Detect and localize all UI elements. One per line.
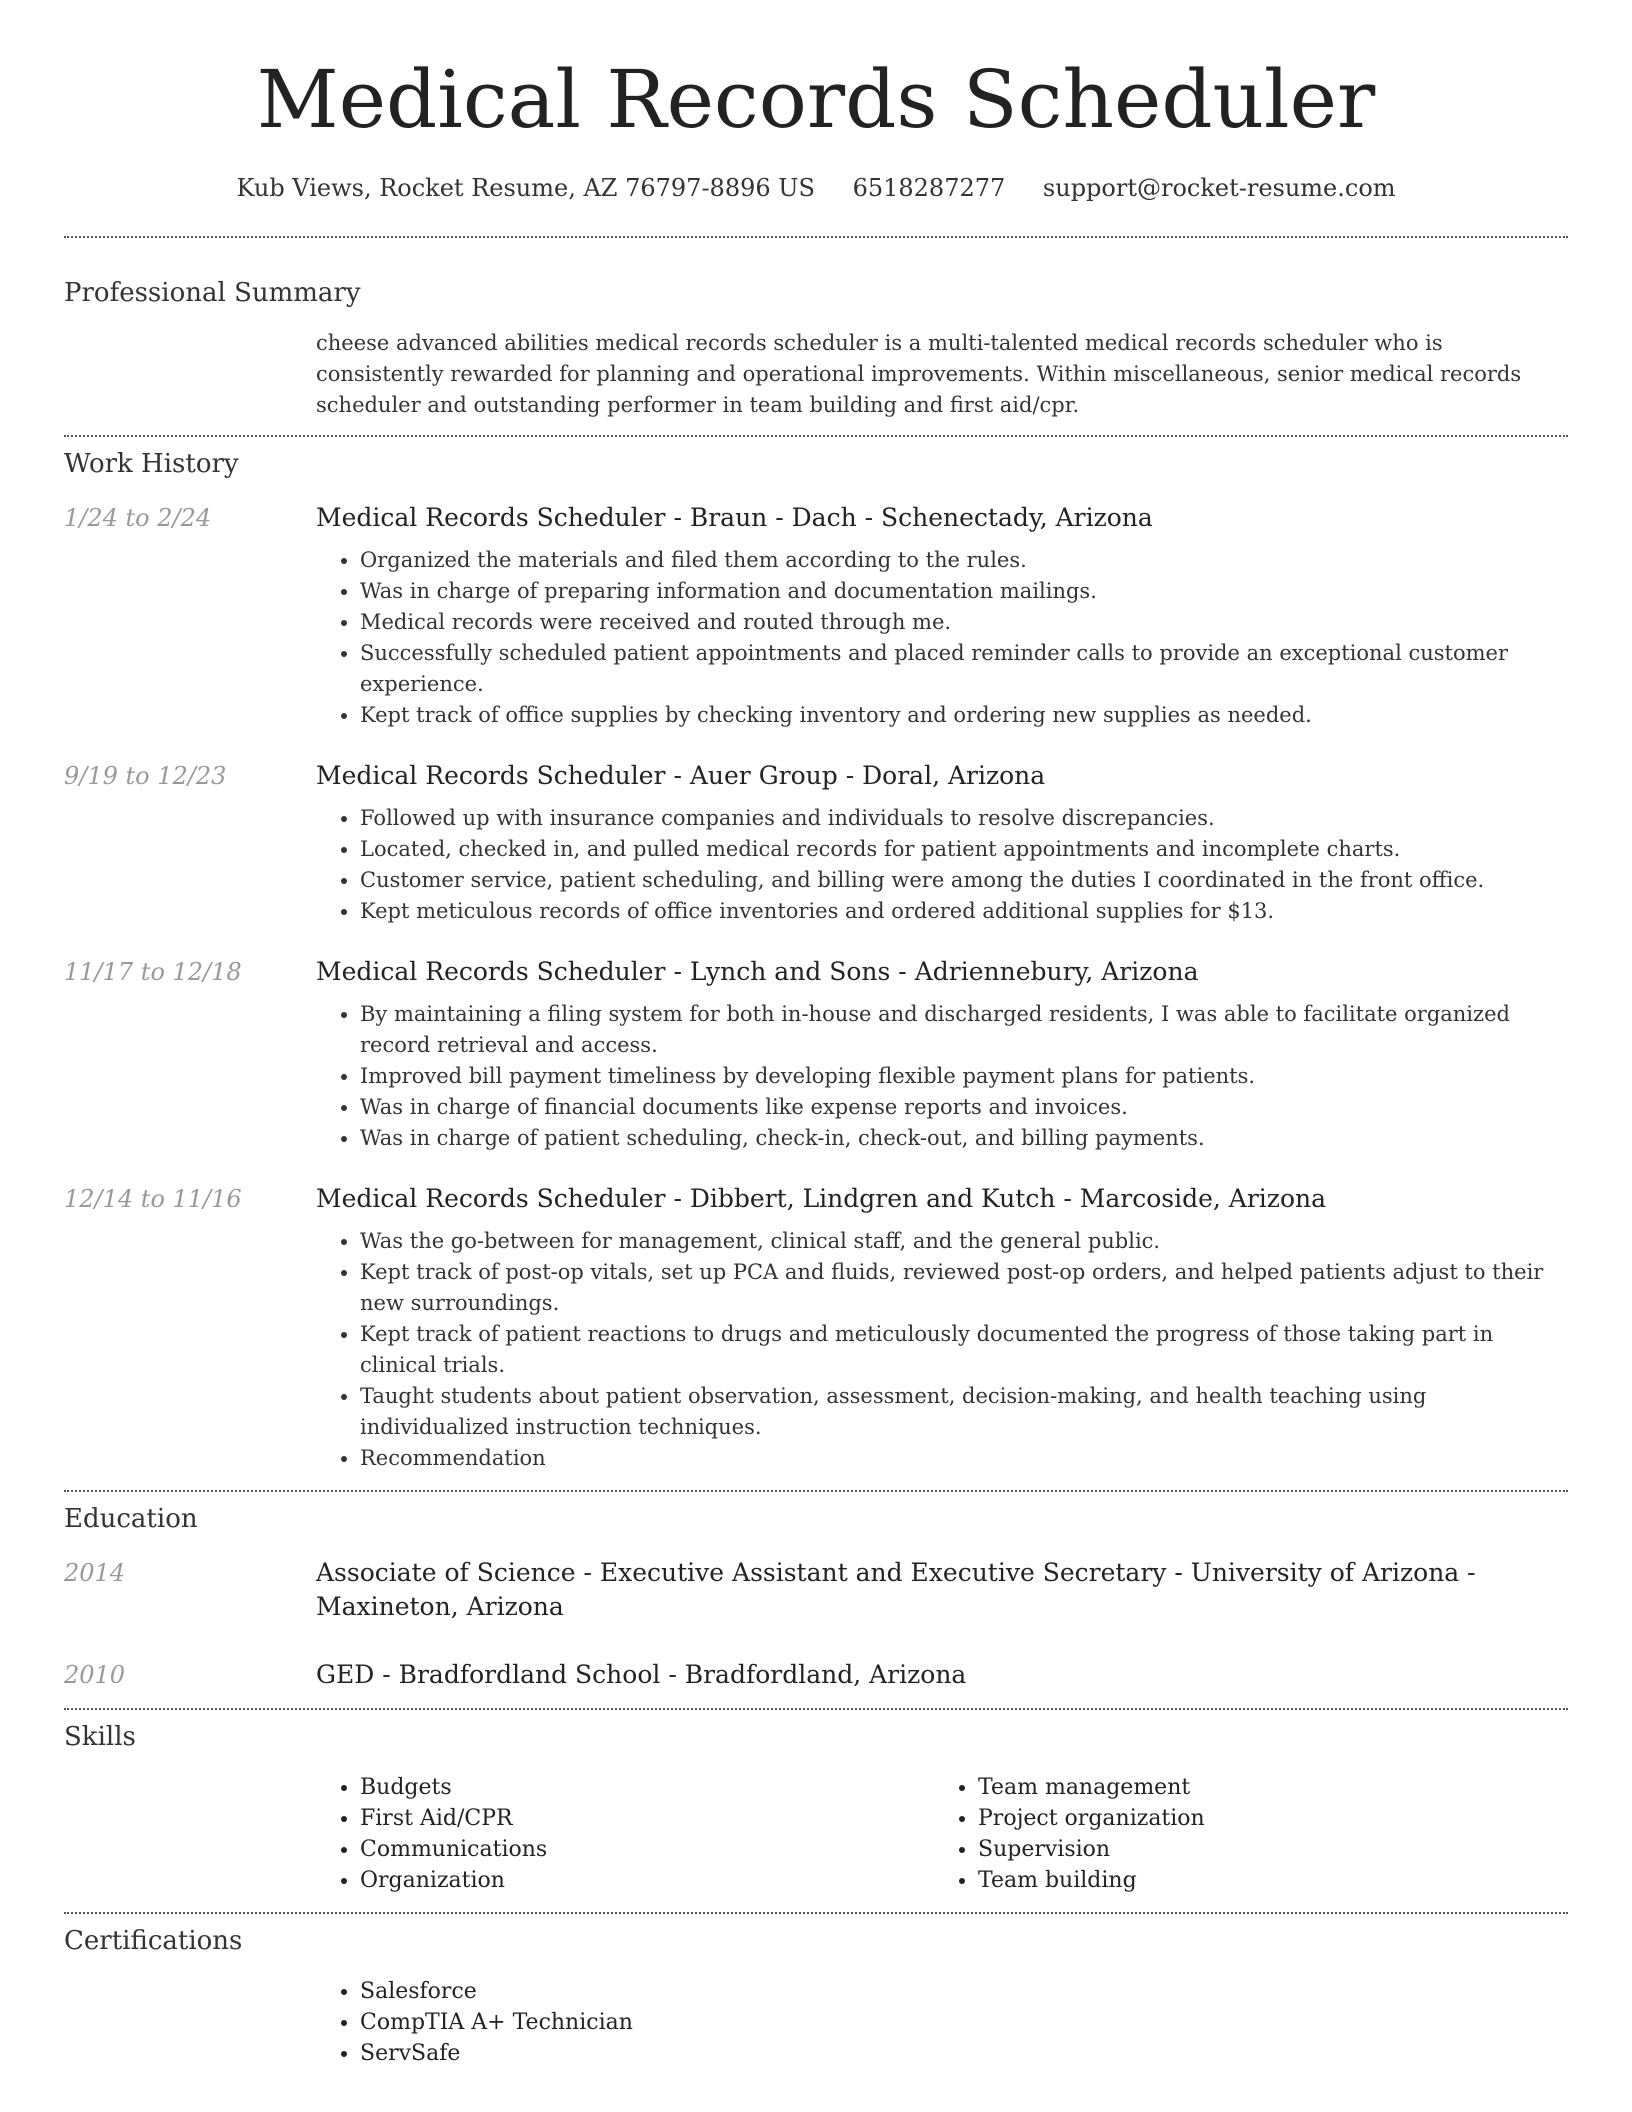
section-divider [64, 236, 1568, 238]
job-bullets [316, 1226, 1568, 1474]
job-bullet: • Was in charge of preparing information and documentation mailings. [360, 576, 1568, 607]
job-bullet: • Kept track of office supplies by checking inventory and ordering new supplies as needed. [360, 700, 1568, 731]
contact-line [0, 174, 1632, 202]
job-bullet: • Was in charge of financial documents like expense reports and invoices. [360, 1092, 1568, 1123]
summary-text: cheese advanced abilities medical records scheduler is a multi-talented medical records scheduler who is consistently rewarded for planning and operational improvements. Within miscellaneous, senior medical records scheduler and outstanding performer in team building and first aid/cpr. [316, 331, 1522, 417]
job-dates: 1/24 to 2/24 [64, 504, 212, 532]
section-divider [64, 435, 1568, 437]
skills-column-right [934, 1772, 1552, 1896]
job-bullet: • Taught students about patient observation, assessment, decision-making, and health teaching using individualized instruction techniques. [360, 1381, 1568, 1443]
job-bullet: • Kept track of patient reactions to drugs and meticulously documented the progress of those taking part in clinical trials. [360, 1319, 1568, 1381]
job-bullet: • By maintaining a filing system for both in-house and discharged residents, I was able to facilitate organized record retrieval and access. [360, 999, 1568, 1061]
certifications-heading: Certifications [64, 1926, 243, 1956]
job-bullet: • Was in charge of patient scheduling, check-in, check-out, and billing payments. [360, 1123, 1568, 1154]
job-entry [64, 759, 1568, 927]
job-dates: 9/19 to 12/23 [64, 762, 227, 790]
skill-item: • Supervision [978, 1834, 1552, 1865]
skills-heading: Skills [64, 1722, 136, 1752]
certifications-items [316, 1976, 1632, 2069]
skill-item: • Team building [978, 1865, 1552, 1896]
job-dates: 12/14 to 11/16 [64, 1185, 242, 1213]
skill-item: • Project organization [978, 1803, 1552, 1834]
skills-column-left [316, 1772, 934, 1896]
job-entry [64, 501, 1568, 731]
job-entry [64, 1182, 1568, 1474]
job-title: Medical Records Scheduler - Auer Group - Doral, Arizona [316, 761, 1046, 790]
job-entry [64, 955, 1568, 1154]
education-title: Associate of Science - Executive Assistant and Executive Secretary - University of Arizona - Maxineton, Arizona [316, 1558, 1476, 1621]
job-bullets [316, 803, 1568, 927]
skill-item: • Organization [360, 1865, 934, 1896]
skill-item: • Budgets [360, 1772, 934, 1803]
education-entry [64, 1556, 1568, 1624]
work-history-heading: Work History [64, 449, 239, 479]
education-year: 2010 [64, 1661, 126, 1689]
skill-item: • First Aid/CPR [360, 1803, 934, 1834]
contact-email: support@rocket-resume.com [1042, 174, 1396, 202]
education-title: GED - Bradfordland School - Bradfordland, Arizona [316, 1660, 967, 1689]
job-bullet: • Successfully scheduled patient appointments and placed reminder calls to provide an exceptional customer experience. [360, 638, 1568, 700]
job-bullet: • Improved bill payment timeliness by developing flexible payment plans for patients. [360, 1061, 1568, 1092]
job-bullet: • Located, checked in, and pulled medical records for patient appointments and incomplete charts. [360, 834, 1568, 865]
job-bullet: • Recommendation [360, 1443, 1568, 1474]
education-heading: Education [64, 1504, 198, 1534]
education-year: 2014 [64, 1559, 126, 1587]
job-bullet: • Customer service, patient scheduling, and billing were among the duties I coordinated in the front office. [360, 865, 1568, 896]
job-bullets [316, 999, 1568, 1154]
job-title: Medical Records Scheduler - Lynch and Sons - Adriennebury, Arizona [316, 957, 1199, 986]
job-bullet: • Organized the materials and filed them according to the rules. [360, 545, 1568, 576]
certification-item: • CompTIA A+ Technician [360, 2007, 1632, 2038]
job-bullet: • Was the go-between for management, clinical staff, and the general public. [360, 1226, 1568, 1257]
certification-item: • ServSafe [360, 2038, 1632, 2069]
job-bullet: • Followed up with insurance companies and individuals to resolve discrepancies. [360, 803, 1568, 834]
certifications-list [316, 1976, 1632, 2069]
job-bullet: • Kept track of post-op vitals, set up PCA and fluids, reviewed post-op orders, and helped patients adjust to their new surroundings. [360, 1257, 1568, 1319]
education-entry [64, 1658, 1568, 1692]
section-divider [64, 1912, 1568, 1914]
job-bullets [316, 545, 1568, 731]
contact-address: Kub Views, Rocket Resume, AZ 76797-8896 US [236, 174, 815, 202]
skills-list [316, 1772, 1568, 1896]
job-dates: 11/17 to 12/18 [64, 958, 242, 986]
section-divider [64, 1490, 1568, 1492]
skill-item: • Communications [360, 1834, 934, 1865]
summary-heading: Professional Summary [64, 278, 361, 308]
skill-item: • Team management [978, 1772, 1552, 1803]
job-bullet: • Medical records were received and routed through me. [360, 607, 1568, 638]
contact-phone: 6518287277 [852, 174, 1006, 202]
job-title: Medical Records Scheduler - Braun - Dach - Schenectady, Arizona [316, 503, 1153, 532]
job-title: Medical Records Scheduler - Dibbert, Lindgren and Kutch - Marcoside, Arizona [316, 1184, 1327, 1213]
certification-item: • Salesforce [360, 1976, 1632, 2007]
section-divider [64, 1708, 1568, 1710]
job-bullet: • Kept meticulous records of office inventories and ordered additional supplies for $13. [360, 896, 1568, 927]
resume-name: Medical Records Scheduler [256, 53, 1376, 146]
